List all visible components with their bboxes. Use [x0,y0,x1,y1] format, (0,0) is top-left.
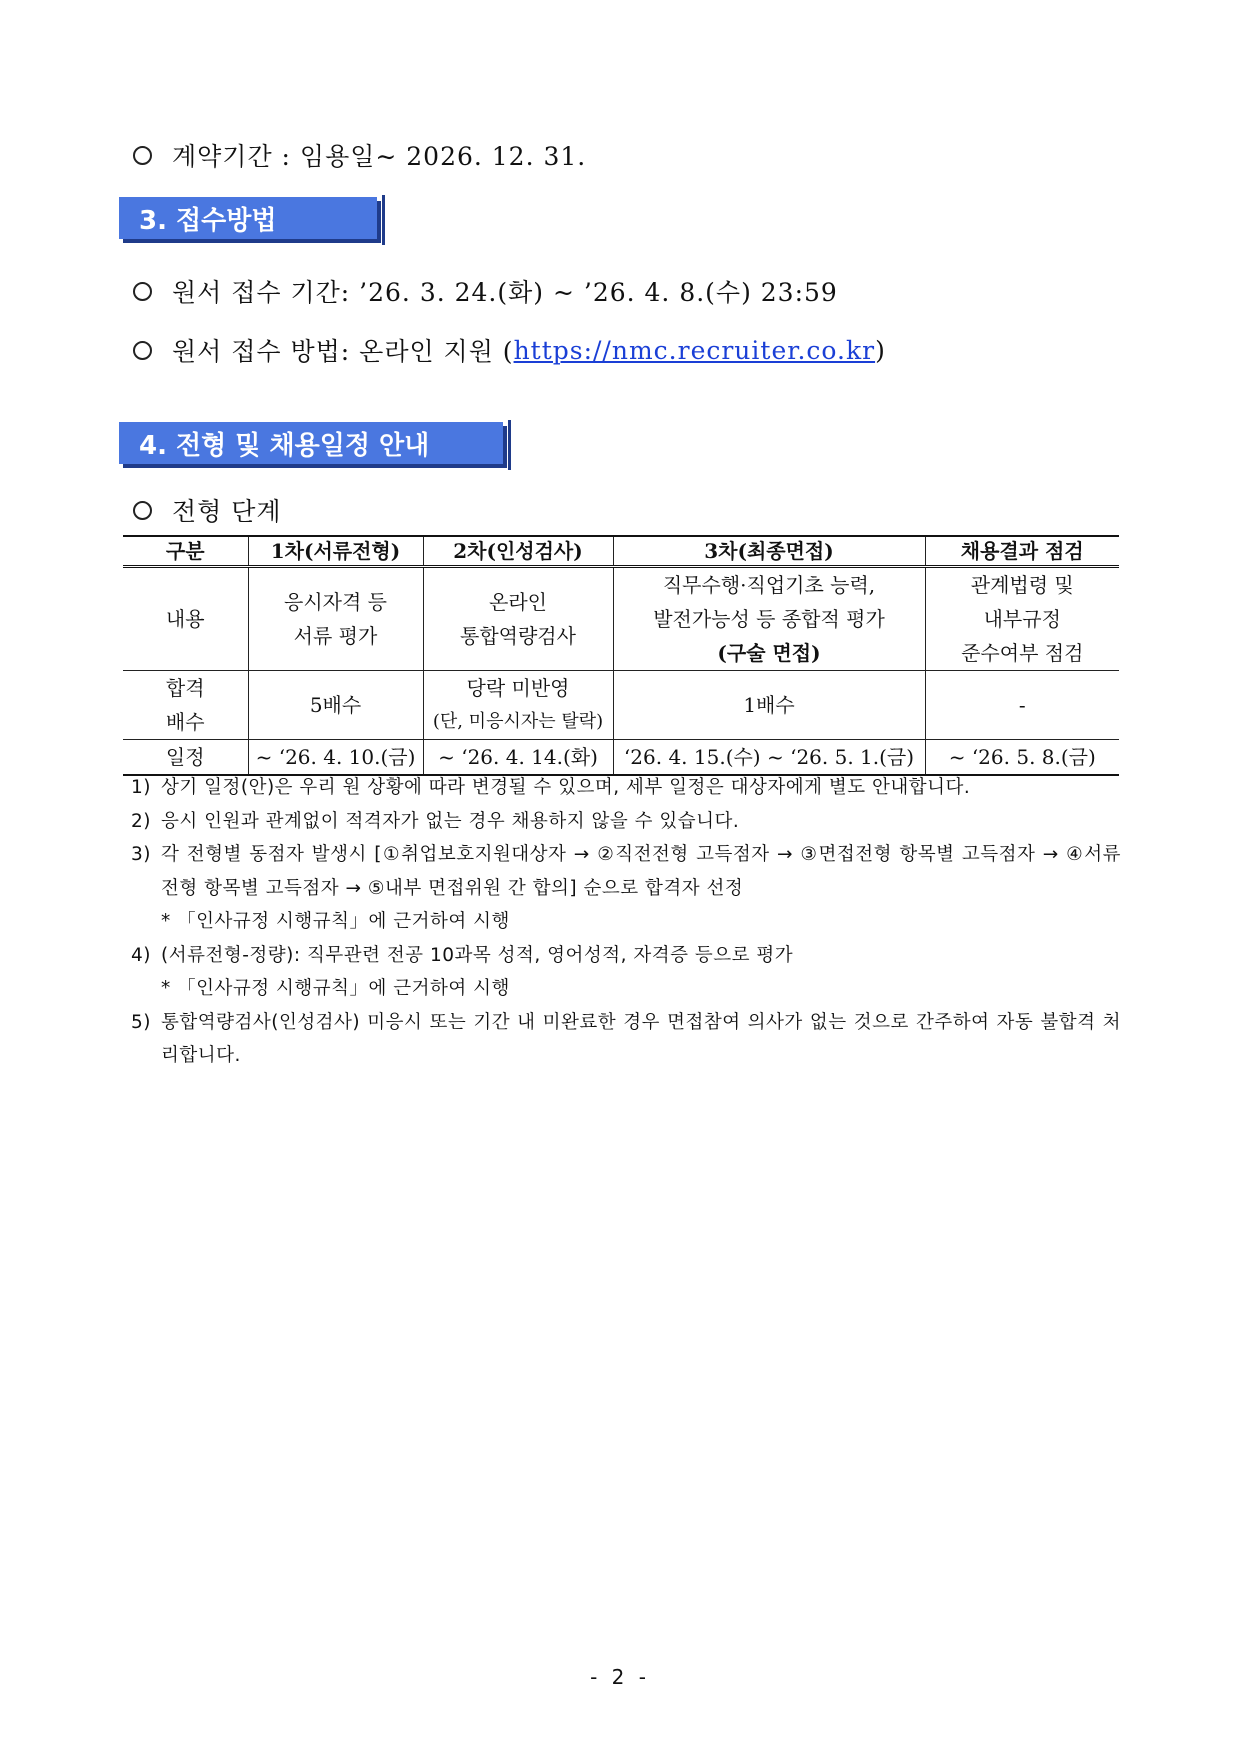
contract-period-text: 계약기간 : 임용일∼ 2026. 12. 31. [172,142,587,171]
notes-list [131,771,1121,1073]
row-label-pass-multiple: 합격 배수 [123,671,248,740]
note-item: 5) 통합역량검사(인성검사) 미응시 또는 기간 내 미완료한 경우 면접참여 의사가 없는 것으로 간주하여 자동 불합격 처리합니다. [131,1011,1121,1066]
header-stage-1: 1차(서류전형) [248,536,423,567]
content-stage-1: 응시자격 등 서류 평가 [248,567,423,671]
section-4-title: 4. 전형 및 채용일정 안내 [139,430,430,461]
header-stage-2: 2차(인성검사) [423,536,613,567]
recruiter-link[interactable]: https://nmc.recruiter.co.kr [513,335,876,365]
section-3-heading [119,197,377,239]
stages-label-line [133,492,282,528]
note-item: 3) 각 전형별 동점자 발생시 [①취업보호지원대상자 → ②직전전형 고득점자 → ③면접전형 항목별 고득점자 → ④서류전형 항목별 고득점자 → ⑤내부 면접위원 간 합의] 순으로 합격자 선정 [131,844,1121,899]
apply-method-suffix: ) [875,335,886,365]
note-subitem: * 「인사규정 시행규칙」에 근거하여 시행 [161,911,510,932]
row-label-content: 내용 [123,567,248,671]
content-stage-2: 온라인 통합역량검사 [423,567,613,671]
selection-schedule-table [123,535,1119,776]
header-stage-3: 3차(최종면접) [613,536,925,567]
circle-bullet-icon [133,501,152,520]
table-row-content [123,567,1119,671]
page-number: - 2 - [590,1665,650,1689]
header-category: 구분 [123,536,248,567]
schedule-result-check: ~ ‘26. 5. 8.(금) [925,740,1119,776]
content-stage-3: 직무수행·직업기초 능력, 발전가능성 등 종합적 평가 (구술 면접) [613,567,925,671]
section-3-title: 3. 접수방법 [139,205,277,236]
table-header-row [123,536,1119,567]
apply-method-prefix: 원서 접수 방법: 온라인 지원 ( [172,337,514,366]
pass-stage-1: 5배수 [248,671,423,740]
row-label-schedule: 일정 [123,740,248,776]
header-result-check: 채용결과 점검 [925,536,1119,567]
note-item: 4) (서류전형-정량): 직무관련 전공 10과목 성적, 영어성적, 자격증 등으로 평가 [131,944,794,966]
note-subitem: * 「인사규정 시행규칙」에 근거하여 시행 [161,978,510,999]
pass-stage-2: 당락 미반영 (단, 미응시자는 탈락) [423,671,613,740]
apply-period-text: 원서 접수 기간: ’26. 3. 24.(화) ~ ’26. 4. 8.(수) 23:59 [172,278,838,307]
note-item: 2) 응시 인원과 관계없이 적격자가 없는 경우 채용하지 않을 수 있습니다. [131,810,740,832]
note-item: 1) 상기 일정(안)은 우리 원 상황에 따라 변경될 수 있으며, 세부 일정은 대상자에게 별도 안내합니다. [131,777,971,798]
content-result-check: 관계법령 및 내부규정 준수여부 점검 [925,567,1119,671]
schedule-stage-1: ~ ‘26. 4. 10.(금) [248,740,423,776]
apply-period-line [133,273,838,309]
pass-result-check: - [925,671,1119,740]
contract-period-line [133,137,586,173]
table-row-schedule [123,740,1119,776]
stages-label-text: 전형 단계 [172,497,282,526]
section-4-heading [119,422,503,464]
table-row-pass-multiple [123,671,1119,740]
apply-method-line [133,332,886,368]
schedule-stage-2: ~ ‘26. 4. 14.(화) [423,740,613,776]
circle-bullet-icon [133,341,152,360]
circle-bullet-icon [133,146,152,165]
pass-stage-3: 1배수 [613,671,925,740]
circle-bullet-icon [133,282,152,301]
schedule-stage-3: ‘26. 4. 15.(수) ~ ‘26. 5. 1.(금) [613,740,925,776]
